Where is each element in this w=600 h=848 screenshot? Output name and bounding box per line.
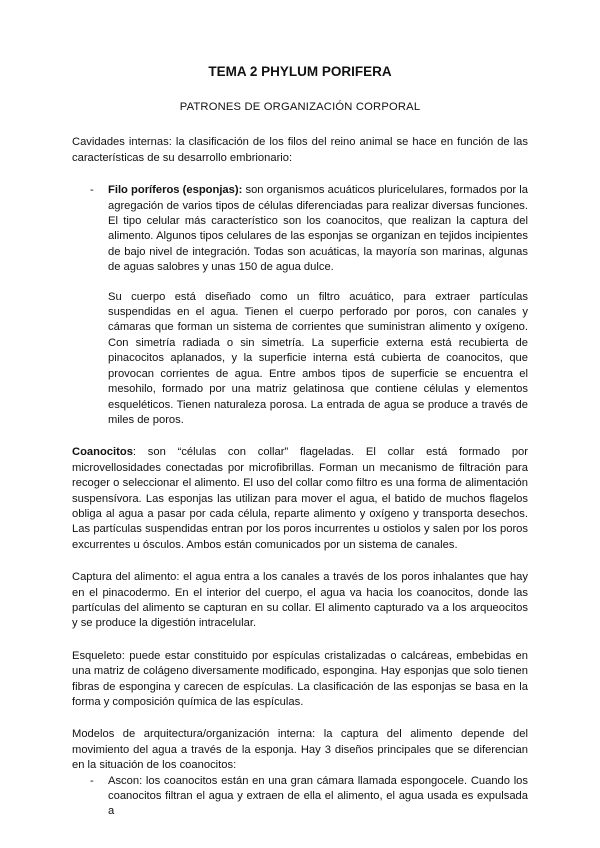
esqueleto-paragraph: Esqueleto: puede estar constituido por espículas cristalizadas o calcáreas, embebidas en una matriz de colágeno diversamente modificado, espongina. Hay esponjas que solo tienen fibras de espongina y carecen de espículas. La clasificación de las esponjas se basa en la forma y composición química de las espículas. (72, 649, 528, 708)
bullet-dash: - (90, 184, 94, 197)
coanocitos-term: Coanocitos (72, 446, 133, 459)
porifera-term: Filo poríferos (esponjas): (108, 184, 243, 197)
coanocitos-text: : son “células con collar” flageladas. El collar está formado por microvellosidades conectadas por microfibrillas. Forman un mecanismo de filtración para recoger o seleccionar el alimento. El uso del collar como filtro es una forma de alimentación suspensívora. Las esponjas las utilizan para mover el agua, el batido de muchos flagelos obliga al agua a pasar por cada célula, reparte alimento y oxígeno y transporta desechos. Las partículas suspendidas entran por los poros incurrentes u ostiolos y salen por los poros excurrentes u ósculos. Ambos están comunicados por un sistema de canales. (72, 446, 528, 551)
porifera-body-paragraph: Su cuerpo está diseñado como un filtro acuático, para extraer partículas suspendidas en el agua. Tienen el cuerpo perforado por poros, con canales y cámaras que forman un sistema de corrientes que suministran alimento y oxígeno. Con simetría radiada o sin simetría. La superficie externa está recubierta de pinacocitos aplanados, y la superficie interna está cubierta de coanocitos, que provocan corrientes de agua. Entre ambos tipos de superficie se encuentra el mesohilo, formado por una matriz gelatinosa que contiene células y elementos esqueléticos. Tienen naturaleza porosa. La entrada de agua se produce a través de miles de poros. (108, 290, 528, 426)
document-page (72, 64, 528, 820)
modelos-paragraph: Modelos de arquitectura/organización interna: la captura del alimento depende del movimiento del agua a través de la esponja. Hay 3 diseños principales que se diferencian en la situación de los coanocitos: (72, 728, 528, 772)
captura-paragraph: Captura del alimento: el agua entra a los canales a través de los poros inhalantes que hay en el pinacodermo. En el interior del cuerpo, el agua va hacia los coanocitos, donde las partículas del alimento se capturan en su collar. El alimento capturado va a los arqueocitos y se produce la digestión intracelular. (72, 571, 528, 630)
section-subtitle: PATRONES DE ORGANIZACIÓN CORPORAL (179, 101, 421, 113)
ascon-text: Ascon: los coanocitos están en una gran cámara llamada espongocele. Cuando los coanocitos filtran el agua y extraen de ella el alimento, el agua usada es expulsada a (108, 774, 528, 818)
porifera-text: son organismos acuáticos pluricelulares, formados por la agregación de varios tipos de células diferenciadas para realizar diversas funciones. El tipo celular más característico son los coanocitos, que realizan la captura del alimento. Algunos tipos celulares de las esponjas se organizan en tejidos incipientes de bajo nivel de integración. Todas son acuáticas, la mayoría son marinas, algunas de aguas salobres y unas 150 de agua dulce. (108, 184, 529, 274)
porifera-definition (108, 183, 528, 275)
document-title: TEMA 2 PHYLUM PORIFERA (208, 64, 392, 79)
ascon-bullet (72, 774, 528, 820)
bullet-dash: - (90, 774, 94, 787)
porifera-bullet-list (72, 183, 528, 428)
intro-paragraph: Cavidades internas: la clasificación de los filos del reino animal se hace en función de las características de su desarrollo embrionario: (72, 136, 528, 164)
porifera-bullet (72, 183, 528, 428)
coanocitos-paragraph (72, 445, 528, 553)
